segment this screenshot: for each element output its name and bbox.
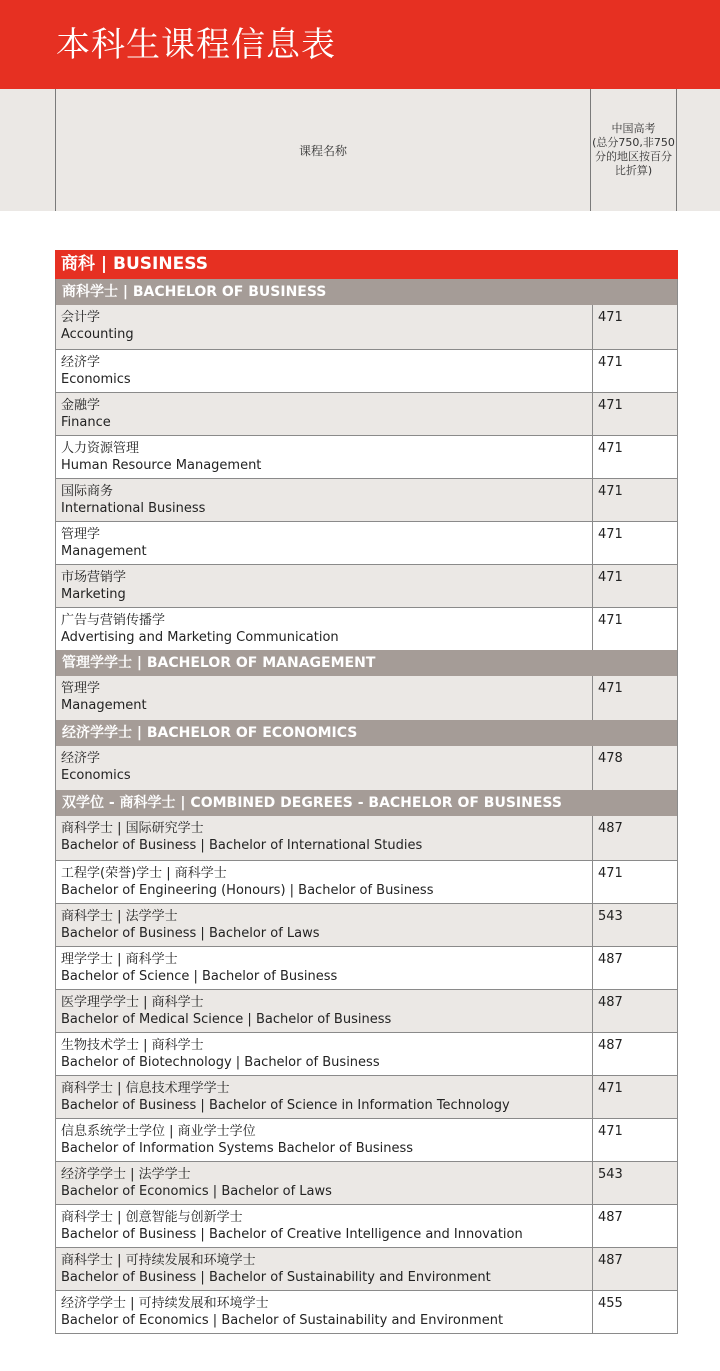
course-name-cell [56,393,593,435]
course-name-cn: 人力资源管理 [61,441,140,456]
score-cell: 487 [598,1253,623,1268]
table-row [55,564,678,607]
course-name-en: Bachelor of Information Systems Bachelor of Business [61,1141,414,1156]
table-row [55,1075,678,1118]
score-cell: 471 [598,527,623,542]
course-name-en: International Business [61,501,206,516]
course-name-cell [56,861,593,903]
course-name-cn: 管理学 [61,681,101,696]
score-cell: 487 [598,952,623,967]
course-name-cn: 工程学(荣誉)学士 | 商科学士 [61,866,227,881]
course-name-en: Human Resource Management [61,458,262,473]
table-row [55,435,678,478]
score-cell: 471 [598,1124,623,1139]
course-name-cn: 国际商务 [61,484,114,499]
score-cell: 471 [598,355,623,370]
course-name-cn: 生物技术学士 | 商科学士 [61,1038,204,1053]
table-row [55,1247,678,1290]
course-name-en: Bachelor of Biotechnology | Bachelor of Business [61,1055,380,1070]
course-name-cell [56,608,593,650]
score-cell: 471 [598,398,623,413]
score-cell: 471 [598,441,623,456]
table-row [55,305,678,349]
faculty-heading: 商科 | BUSINESS [55,250,678,279]
course-name-en: Bachelor of Economics | Bachelor of Laws [61,1184,332,1199]
table-row [55,816,678,860]
course-name-cn: 经济学学士 | 法学学士 [61,1167,191,1182]
course-name-en: Bachelor of Engineering (Honours) | Bachelor of Business [61,883,434,898]
course-name-cn: 商科学士 | 信息技术理学学士 [61,1081,230,1096]
table-row [55,521,678,564]
course-name-cell [56,904,593,946]
course-name-cell [56,350,593,392]
course-name-cell [56,1248,593,1290]
course-name-en: Bachelor of Business | Bachelor of Sustainability and Environment [61,1270,491,1285]
score-cell: 471 [598,484,623,499]
course-name-cell [56,479,593,521]
header-score-label: 中国高考 (总分750,非750 分的地区按百分 比折算) [592,122,675,177]
course-name-en: Bachelor of Business | Bachelor of Science in Information Technology [61,1098,510,1113]
header-divider [676,89,677,211]
course-name-en: Bachelor of Medical Science | Bachelor of Business [61,1012,392,1027]
score-cell: 487 [598,995,623,1010]
score-cell: 471 [598,681,623,696]
course-name-cell [56,947,593,989]
score-cell: 471 [598,613,623,628]
course-name-cn: 市场营销学 [61,570,127,585]
table-row [55,478,678,521]
score-cell: 487 [598,821,623,836]
score-cell: 543 [598,909,623,924]
table-row [55,392,678,435]
course-name-en: Economics [61,372,131,387]
table-row [55,1032,678,1075]
table-row [55,1161,678,1204]
header-course-name: 课程名称 [298,143,347,158]
course-name-cn: 金融学 [61,398,101,413]
course-name-cell [56,1033,593,1075]
course-name-cn: 理学学士 | 商科学士 [61,952,178,967]
course-name-cell [56,305,593,349]
degree-heading: 商科学士 | BACHELOR OF BUSINESS [55,279,678,305]
course-name-cn: 广告与营销传播学 [61,613,166,628]
score-cell: 471 [598,570,623,585]
score-cell: 487 [598,1210,623,1225]
course-table [55,250,678,1334]
table-row [55,860,678,903]
course-name-cn: 经济学学士 | 可持续发展和环境学士 [61,1296,269,1311]
degree-heading: 双学位 - 商科学士 | COMBINED DEGREES - BACHELOR OF BUSINESS [55,790,678,816]
score-cell: 471 [598,866,623,881]
course-name-cell [56,565,593,607]
course-name-en: Finance [61,415,111,430]
degree-heading: 管理学学士 | BACHELOR OF MANAGEMENT [55,650,678,676]
page-title: 本科生课程信息表 [56,25,336,65]
score-cell: 543 [598,1167,623,1182]
course-name-cn: 管理学 [61,527,101,542]
score-cell: 471 [598,310,623,325]
course-name-en: Bachelor of Business | Bachelor of Creative Intelligence and Innovation [61,1227,523,1242]
course-name-cell [56,816,593,860]
course-name-en: Advertising and Marketing Communication [61,630,339,645]
course-name-cell [56,746,593,790]
course-name-en: Marketing [61,587,126,602]
course-name-cn: 商科学士 | 创意智能与创新学士 [61,1210,243,1225]
course-name-cn: 经济学 [61,355,101,370]
table-row [55,1118,678,1161]
course-name-cn: 商科学士 | 法学学士 [61,909,178,924]
course-name-cell [56,1119,593,1161]
course-name-en: Management [61,544,147,559]
course-name-cell [56,1076,593,1118]
course-name-cn: 信息系统学士学位 | 商业学士学位 [61,1124,256,1139]
course-name-cell [56,990,593,1032]
score-cell: 478 [598,751,623,766]
table-row [55,676,678,720]
score-cell: 455 [598,1296,623,1311]
table-row [55,1204,678,1247]
course-name-cell [56,1162,593,1204]
title-bar [0,0,720,89]
course-name-cn: 经济学 [61,751,101,766]
course-name-en: Bachelor of Economics | Bachelor of Sustainability and Environment [61,1313,504,1328]
course-name-en: Bachelor of Business | Bachelor of International Studies [61,838,423,853]
table-header [0,89,720,211]
table-row [55,1290,678,1333]
score-cell: 487 [598,1038,623,1053]
table-row [55,349,678,392]
course-name-en: Accounting [61,327,134,342]
course-name-cell [56,1291,593,1333]
degree-heading: 经济学学士 | BACHELOR OF ECONOMICS [55,720,678,746]
course-name-cn: 商科学士 | 可持续发展和环境学士 [61,1253,256,1268]
course-name-cell [56,522,593,564]
table-row [55,746,678,790]
course-name-en: Economics [61,768,131,783]
score-cell: 471 [598,1081,623,1096]
course-name-cn: 商科学士 | 国际研究学士 [61,821,204,836]
course-name-cell [56,676,593,720]
table-row [55,989,678,1032]
course-name-en: Bachelor of Business | Bachelor of Laws [61,926,320,941]
course-name-en: Management [61,698,147,713]
header-score [591,89,676,211]
course-name-cn: 会计学 [61,310,101,325]
table-row [55,946,678,989]
table-row [55,607,678,650]
table-row [55,903,678,946]
course-name-cell [56,1205,593,1247]
course-name-cn: 医学理学学士 | 商科学士 [61,995,204,1010]
course-name-cell [56,436,593,478]
course-name-en: Bachelor of Science | Bachelor of Business [61,969,338,984]
